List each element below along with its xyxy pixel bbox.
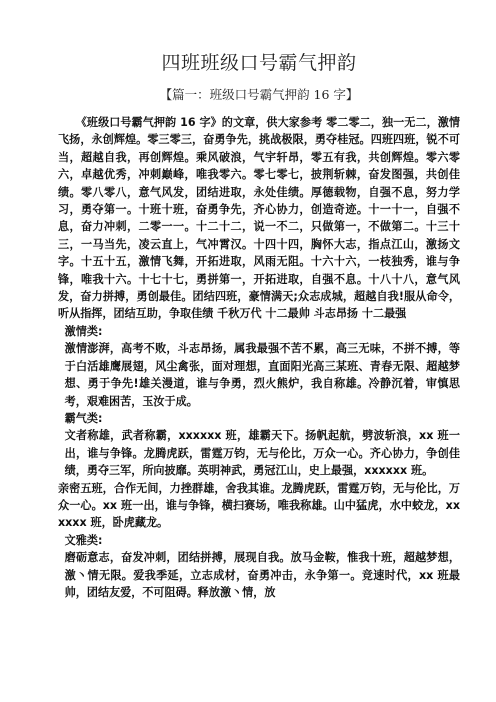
- section-heading-domineering: 霸气类:: [64, 411, 103, 425]
- section-heading-elegant: 文雅类:: [64, 533, 103, 547]
- elegant-paragraph: 磨砺意志，奋发冲刺，团结拼搏，展现自我。放马金鞍，惟我十班，超越梦想，激丶情无限。爱我季延，立志成材，奋勇冲击，永争第一。竞速时代，xx 班最帅，团结友爱，不可阻碍。释放激丶情，放: [64, 551, 460, 599]
- passion-paragraph: 激情澎湃，高考不败，斗志昂扬，属我最强不苦不累，高三无味，不拼不搏，等于白活雄鹰展翅，风尘禽张，面对理想，直面阳光高三某班、青春无限、超越梦想、勇于争先!雄关漫道，谁与争勇，烈火熊炉，我自称雄。冷静沉着，审慎思考，艰难困苦，玉汝于成。: [64, 342, 460, 408]
- article-subtitle: 【篇一：班级口号霸气押韵 16 字】: [159, 87, 359, 102]
- domineering-paragraph-1: 文者称雄，武者称霸，xxxxxx 班，雄霸天下。扬帆起航，劈波斩浪，xx 班一出，谁与争锋。龙腾虎跃，雷霆万钧，无与伦比，万众一心。齐心协力，争创佳绩，勇夺三军，所向披靡。英明神武，勇冠江山，史上最强，xxxxxx 班。: [64, 429, 460, 478]
- section-heading-passion: 激情类:: [64, 324, 103, 338]
- intro-paragraph: 《班级口号霸气押韵 16 字》的文章，供大家参考 零二零二，独一无二，激情飞扬，永创辉煌。零三零三，奋勇争先，挑战极限，勇夺桂冠。四班四班，锐不可当，超越自我，再创辉煌。乘风破浪，气宇轩昂，零五有我，共创辉煌。零六零六，卓越优秀，冲刺巅峰，唯我零六。零七零七，披荆斩棘，奋发图强，共创佳绩。零八零八，意气风发，团结进取，永处佳绩。厚德载物，自强不息，努力学习，勇夺第一。十班十班，奋勇争先，齐心协力，创造奇迹。十一十一，自强不息，奋力冲刺，二零一一。十二十二，说一不二，只做第一，不做第二。十三十三，一马当先，凌云直上，气冲霄汉。十四十四，胸怀大志，指点江山，激扬文字。十五十五，激情飞舞，开拓进取，风雨无阻。十六十六，一枝独秀，谁与争锋，唯我十六。十七十七，勇拼第一，开拓进取，自强不息。十八十八，意气风发，奋力拼搏，勇创最佳。团结四班，豪情满天;众志成城，超越自我!服从命令，听从指挥，团结互助，争取佳绩 千秋万代 十二最帅 斗志昂扬 十二最强: [58, 116, 460, 321]
- page-title: 四班班级口号霸气押韵: [161, 52, 357, 74]
- domineering-paragraph-2: 亲密五班，合作无间，力挫群雄，舍我其谁。龙腾虎跃，雷霆万钧，无与伦比，万众一心。xx 班一出，谁与争锋，横扫赛场，唯我称雄。山中猛虎，水中蛟龙，xxxxxx 班，卧虎藏龙。: [58, 481, 460, 530]
